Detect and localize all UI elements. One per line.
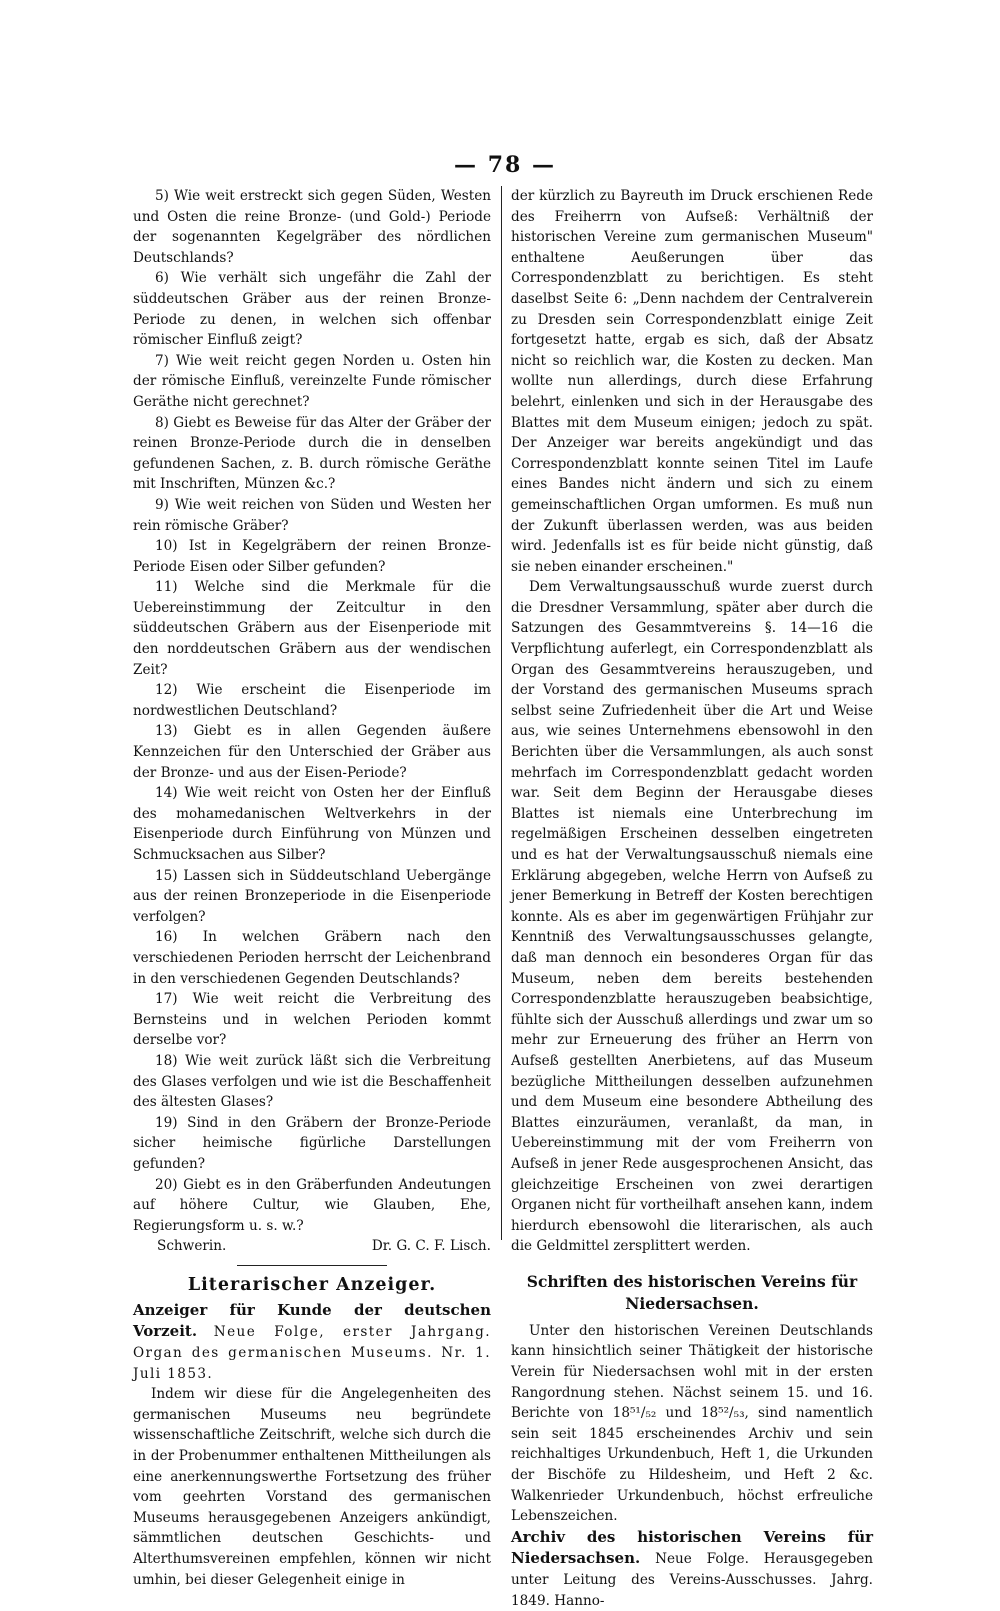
question-item: 5) Wie weit erstreckt sich gegen Süden, Westen und Osten die reine Bronze- (und Gold-) Periode der sogenannten Kegelgräber des nördlichen Deutschlands? [133, 188, 491, 266]
question-item: 16) In welchen Gräbern nach den verschiedenen Perioden herrscht der Leichenbrand in den verschiedenen Gegenden Deutschlands? [133, 929, 491, 987]
entry-title: Anzeiger für Kunde der deutschen Vorzeit. [133, 1300, 491, 1341]
question-item: 7) Wie weit reicht gegen Norden u. Osten hin der römische Einfluß, vereinzelte Funde römischer Geräthe nicht gerechnet? [133, 352, 491, 410]
question-item: 11) Welche sind die Merkmale für die Uebereinstimmung der Zeitcultur in den süddeutschen Gräbern aus der Eisenperiode mit den norddeutschen Gräbern aus der wendischen Zeit? [133, 579, 491, 678]
body-paragraph: Unter den historischen Vereinen Deutschlands kann hinsichtlich seiner Thätigkeit der historische Verein für Niedersachsen wohl mit in der ersten Rangordnung stehen. Nächst seinem 15. und 16. Berichte von 18⁵¹/₅₂ und 18⁵²/₅₃, sind namentlich sein seit 1845 erscheinendes Archiv und sein reichhaltiges Urkundenbuch, Heft 1, die Urkunden der Bischöfe zu Hildesheim, und Heft 2 &c. Walkenrieder Urkundenbuch, höchst erfreuliche Lebenszeichen. [511, 1322, 873, 1525]
review-entry [133, 1300, 491, 1384]
question-item: 9) Wie weit reichen von Süden und Westen her rein römische Gräber? [133, 496, 491, 534]
page-number: — 78 — [454, 152, 556, 178]
signature-line [133, 1236, 491, 1257]
question-item: 12) Wie erscheint die Eisenperiode im nordwestlichen Deutschland? [133, 682, 491, 719]
question-item: 8) Giebt es Beweise für das Alter der Gräber der reinen Bronze-Periode durch die in denselben gefundenen Sachen, z. B. durch römische Geräthe mit Inschriften, Münzen &c.? [133, 414, 491, 493]
column-divider [501, 186, 502, 1240]
question-item: 13) Giebt es in allen Gegenden äußere Kennzeichen für den Unterschied der Gräber aus der Bronze- und aus der Eisen-Periode? [133, 723, 491, 781]
question-item: 17) Wie weit reicht die Verbreitung des Bernsteins und in welchen Perioden kommt derselbe vor? [133, 991, 491, 1049]
section-divider [237, 1265, 387, 1266]
body-paragraph: der kürzlich zu Bayreuth im Druck erschienen Rede des Freiherrn von Aufseß: Verhältniß der historischen Vereine zum germanischen Museum" enthaltene Aeußerungen über das Correspondenzblatt zu berichtigen. Es steht daselbst Seite 6: „Denn nachdem der Centralverein zu Dresden sein Correspondenzblatt einige Zeit fortgesetzt hatte, ergab es sich, daß der Absatz nicht so reichlich war, die Kosten zu decken. Man wollte nun allerdings, durch diese Erfahrung belehrt, einlenken und sich in der Herausgabe des Blattes mit dem Museum einigen; jedoch zu spät. Der Anzeiger war bereits angekündigt und das Correspondenzblatt konnte seinen Titel im Laufe eines Bandes nicht ändern und sich zu einem gemeinschaftlichen Organ umformen. Es muß nun der Zukunft überlassen werden, was aus beiden wird. Jedenfalls ist es für beide nicht günstig, daß sie neben einander erscheinen." [511, 188, 873, 575]
section-title: Literarischer Anzeiger. [187, 1274, 437, 1295]
review-entry [511, 1527, 873, 1611]
right-column [511, 186, 873, 1611]
body-paragraph: Dem Verwaltungsausschuß wurde zuerst durch die Dresdner Versammlung, später aber durch die Satzungen des Gesammtvereins §. 14—16 die Verpflichtung auferlegt, ein Correspondenzblatt als Organ des Gesammtvereins herauszugeben, und der Vorstand des germanischen Museums sprach selbst seine Zufriedenheit über die Art und Weise aus, wie seines Unternehmens ebensowohl in den Berichten über die Versammlungen, als auch sonst mehrfach im Correspondenzblatt gedacht worden war. Seit dem Beginn der Herausgabe dieses Blattes ist niemals eine Unterbrechung im regelmäßigen Erscheinen desselben eingetreten und es hat der Verwaltungsausschuß niemals eine Erklärung abgegeben, welche Herrn von Aufseß zu jener Bemerkung in Betreff der Kosten berechtigen konnte. Als es aber im gegenwärtigen Frühjahr zur Kenntniß des Verwaltungsausschusses gelangte, daß man dennoch ein besonderes Organ für das Museum, neben dem bereits bestehenden Correspondenzblatte herauszugeben beabsichtige, fühlte sich der Ausschuß allerdings und zwar um so mehr zur Erneuerung des früher an Herrn von Aufseß gestellten Anerbietens, auf das Museum bezügliche Mittheilungen desselben aufzunehmen und dem Museum eine besondere Abtheilung des Blattes einzuräumen, veranlaßt, da man, in Uebereinstimmung mit der vom Freiherrn von Aufseß in jener Rede ausgesprochenen Ansicht, das gleichzeitige Erscheinen von zwei derartigen Organen nicht für vortheilhaft ansehen kann, indem hierdurch ebensowohl die literarischen, als auch die Geldmittel zersplittert werden. [511, 579, 873, 1255]
signature-name: Dr. G. C. F. Lisch. [371, 1238, 491, 1255]
question-item: 18) Wie weit zurück läßt sich die Verbreitung des Glases verfolgen und wie ist die Beschaffenheit des ältesten Glases? [133, 1052, 491, 1111]
question-item: 14) Wie weit reicht von Osten her der Einfluß des mohamedanischen Weltverkehrs in der Eisenperiode durch Einführung von Münzen und Schmucksachen aus Silber? [133, 785, 491, 863]
entry-body: Indem wir diese für die Angelegenheiten des germanischen Museums neu begründete wissenschaftliche Zeitschrift, welche sich durch die in der Probenummer enthaltenen Mittheilungen als eine anerkennungswerthe Fortsetzung des früher vom geehrten Vorstand des germanischen Museums herausgegebenen Anzeigers ankündigt, sämmtlichen deutschen Geschichts- und Alterthumsvereinen empfehlen, können wir nicht umhin, bei dieser Gelegenheit einige in [133, 1386, 491, 1588]
question-item: 20) Giebt es in den Gräberfunden Andeutungen auf höhere Cultur, wie Glauben, Ehe, Regierungsform u. s. w.? [133, 1176, 491, 1234]
entry-body: Neue Folge. Herausgegeben unter Leitung des Vereins-Ausschusses. Jahrg. 1849. Hanno- [511, 1551, 873, 1609]
question-item: 6) Wie verhält sich ungefähr die Zahl der süddeutschen Gräber aus der reinen Bronze-Periode zu denen, in welchen sich offenbar römischer Einfluß zeigt? [133, 270, 491, 349]
entry-title: Archiv des historischen Vereins für Niedersachsen. [511, 1527, 873, 1568]
question-item: 10) Ist in Kegelgräbern der reinen Bronze-Periode Eisen oder Silber gefunden? [133, 538, 491, 575]
entry-subtitle: Neue Folge, erster Jahrgang. Organ des germanischen Museums. Nr. 1. Juli 1853. [133, 1324, 492, 1382]
left-column [133, 186, 491, 1590]
section-heading: Schriften des historischen Vereins für Niedersachsen. [526, 1271, 858, 1313]
signature-place: Schwerin. [157, 1238, 227, 1255]
question-list [133, 186, 491, 1236]
question-item: 15) Lassen sich in Süddeutschland Uebergänge aus der reinen Bronzeperiode in die Eisenperiode verfolgen? [133, 867, 491, 925]
question-item: 19) Sind in den Gräbern der Bronze-Periode sicher heimische figürliche Darstellungen gefunden? [133, 1114, 491, 1172]
